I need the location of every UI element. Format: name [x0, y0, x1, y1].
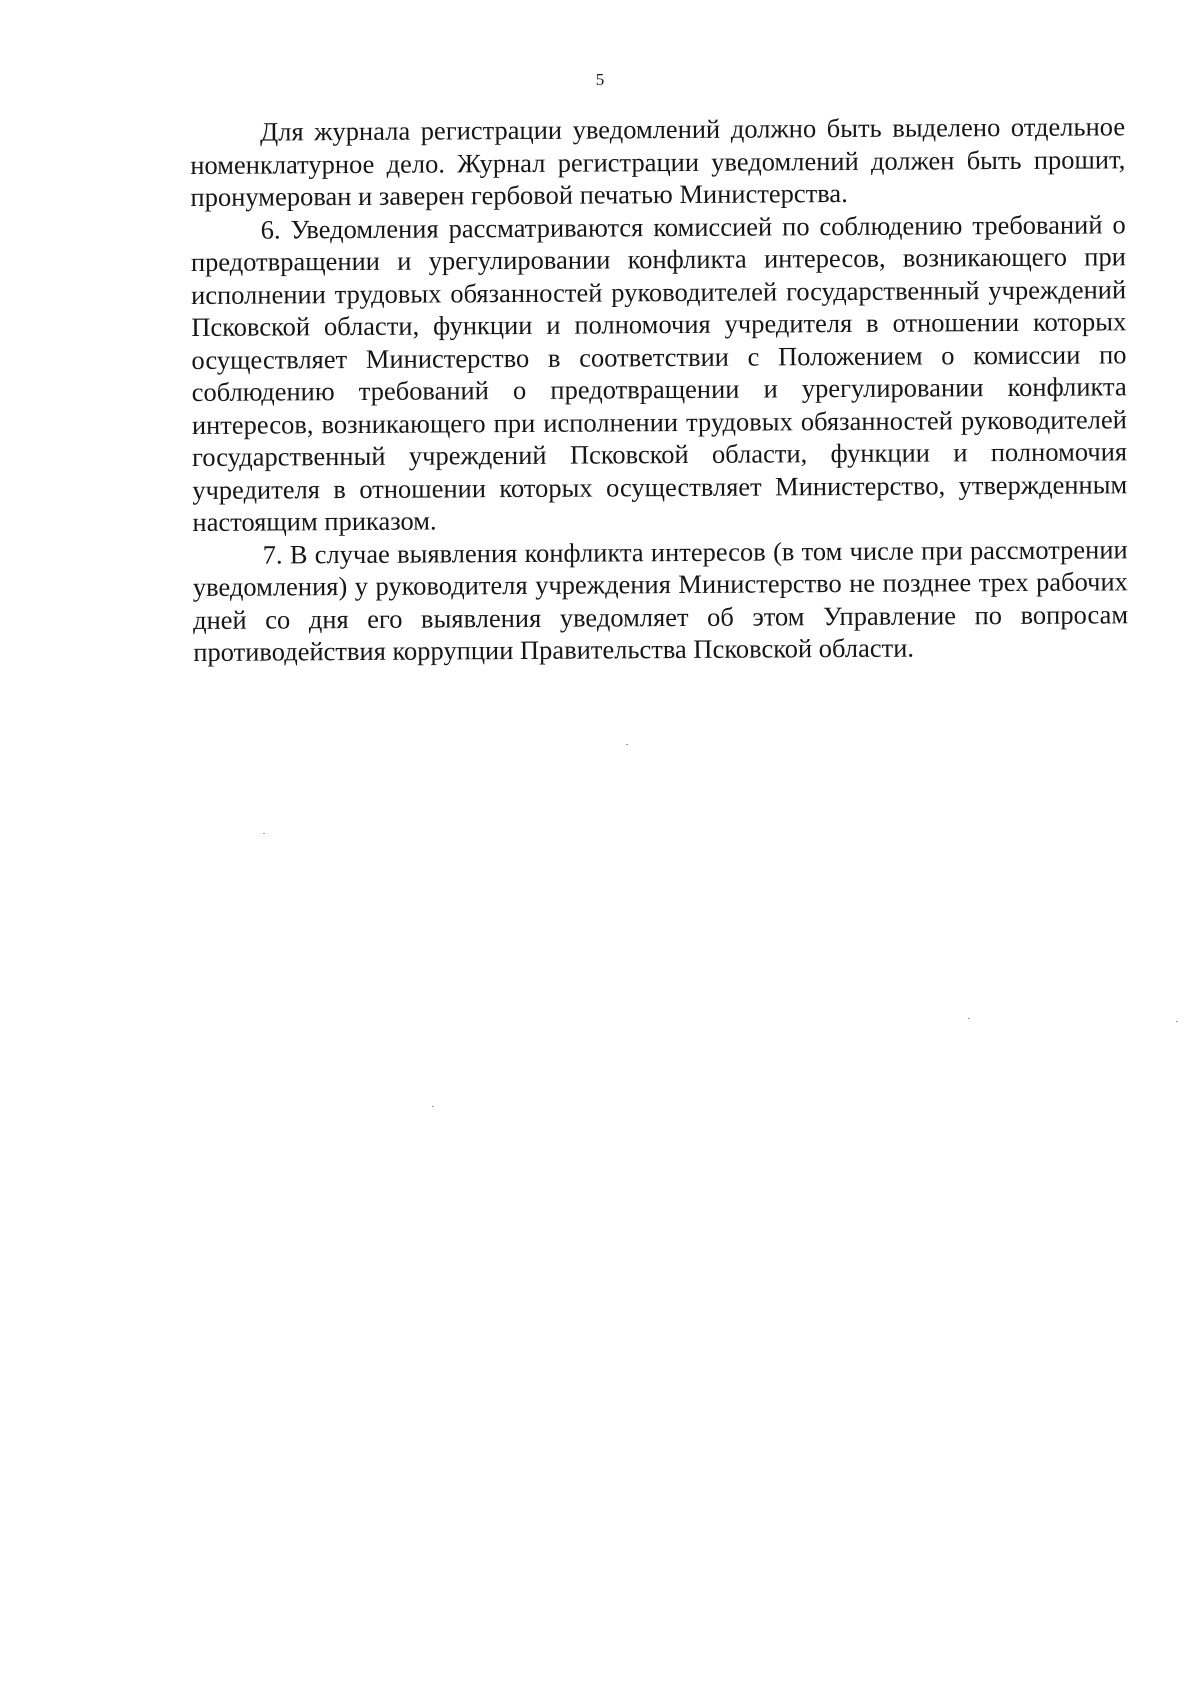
- document-body: [190, 110, 1128, 668]
- scan-speck: [432, 1106, 434, 1107]
- scan-speck: [1176, 1021, 1178, 1022]
- scan-speck: [626, 744, 628, 745]
- paragraph-item-6: 6. Уведомления рассматриваются комиссией по соблюдению требований о предотвращении и урегулировании конфликта интересов, возникающего при исполнении трудовых обязанностей руководителей государственный учреждений Псковской области, функции и полномочия учредителя в отношении которых осуществляет Министерство в соответствии с Положением о комиссии по соблюдению требований о предотвращении и урегулировании конфликта интересов, возникающего при исполнении трудовых обязанностей руководителей государственный учреждений Псковской области, функции и полномочия учредителя в отношении которых осуществляет Министерство, утвержденным настоящим приказом.: [190, 208, 1128, 537]
- scan-speck: [263, 833, 265, 834]
- paragraph-journal: Для журнала регистрации уведомлений должно быть выделено отдельное номенклатурное дело. Журнал регистрации уведомлений должен быть прошит, пронумерован и заверен гербовой печатью Министерства.: [190, 111, 1126, 212]
- scan-speck: [968, 1018, 970, 1019]
- page-number: 5: [595, 70, 605, 89]
- paragraph-item-7: 7. В случае выявления конфликта интересов (в том числе при рассмотрении уведомления) у руководителя учреждения Министерство не позднее трех рабочих дней со дня его выявления уведомляет об этом Управление по вопросам противодействия коррупции Правительства Псковской области.: [192, 533, 1129, 667]
